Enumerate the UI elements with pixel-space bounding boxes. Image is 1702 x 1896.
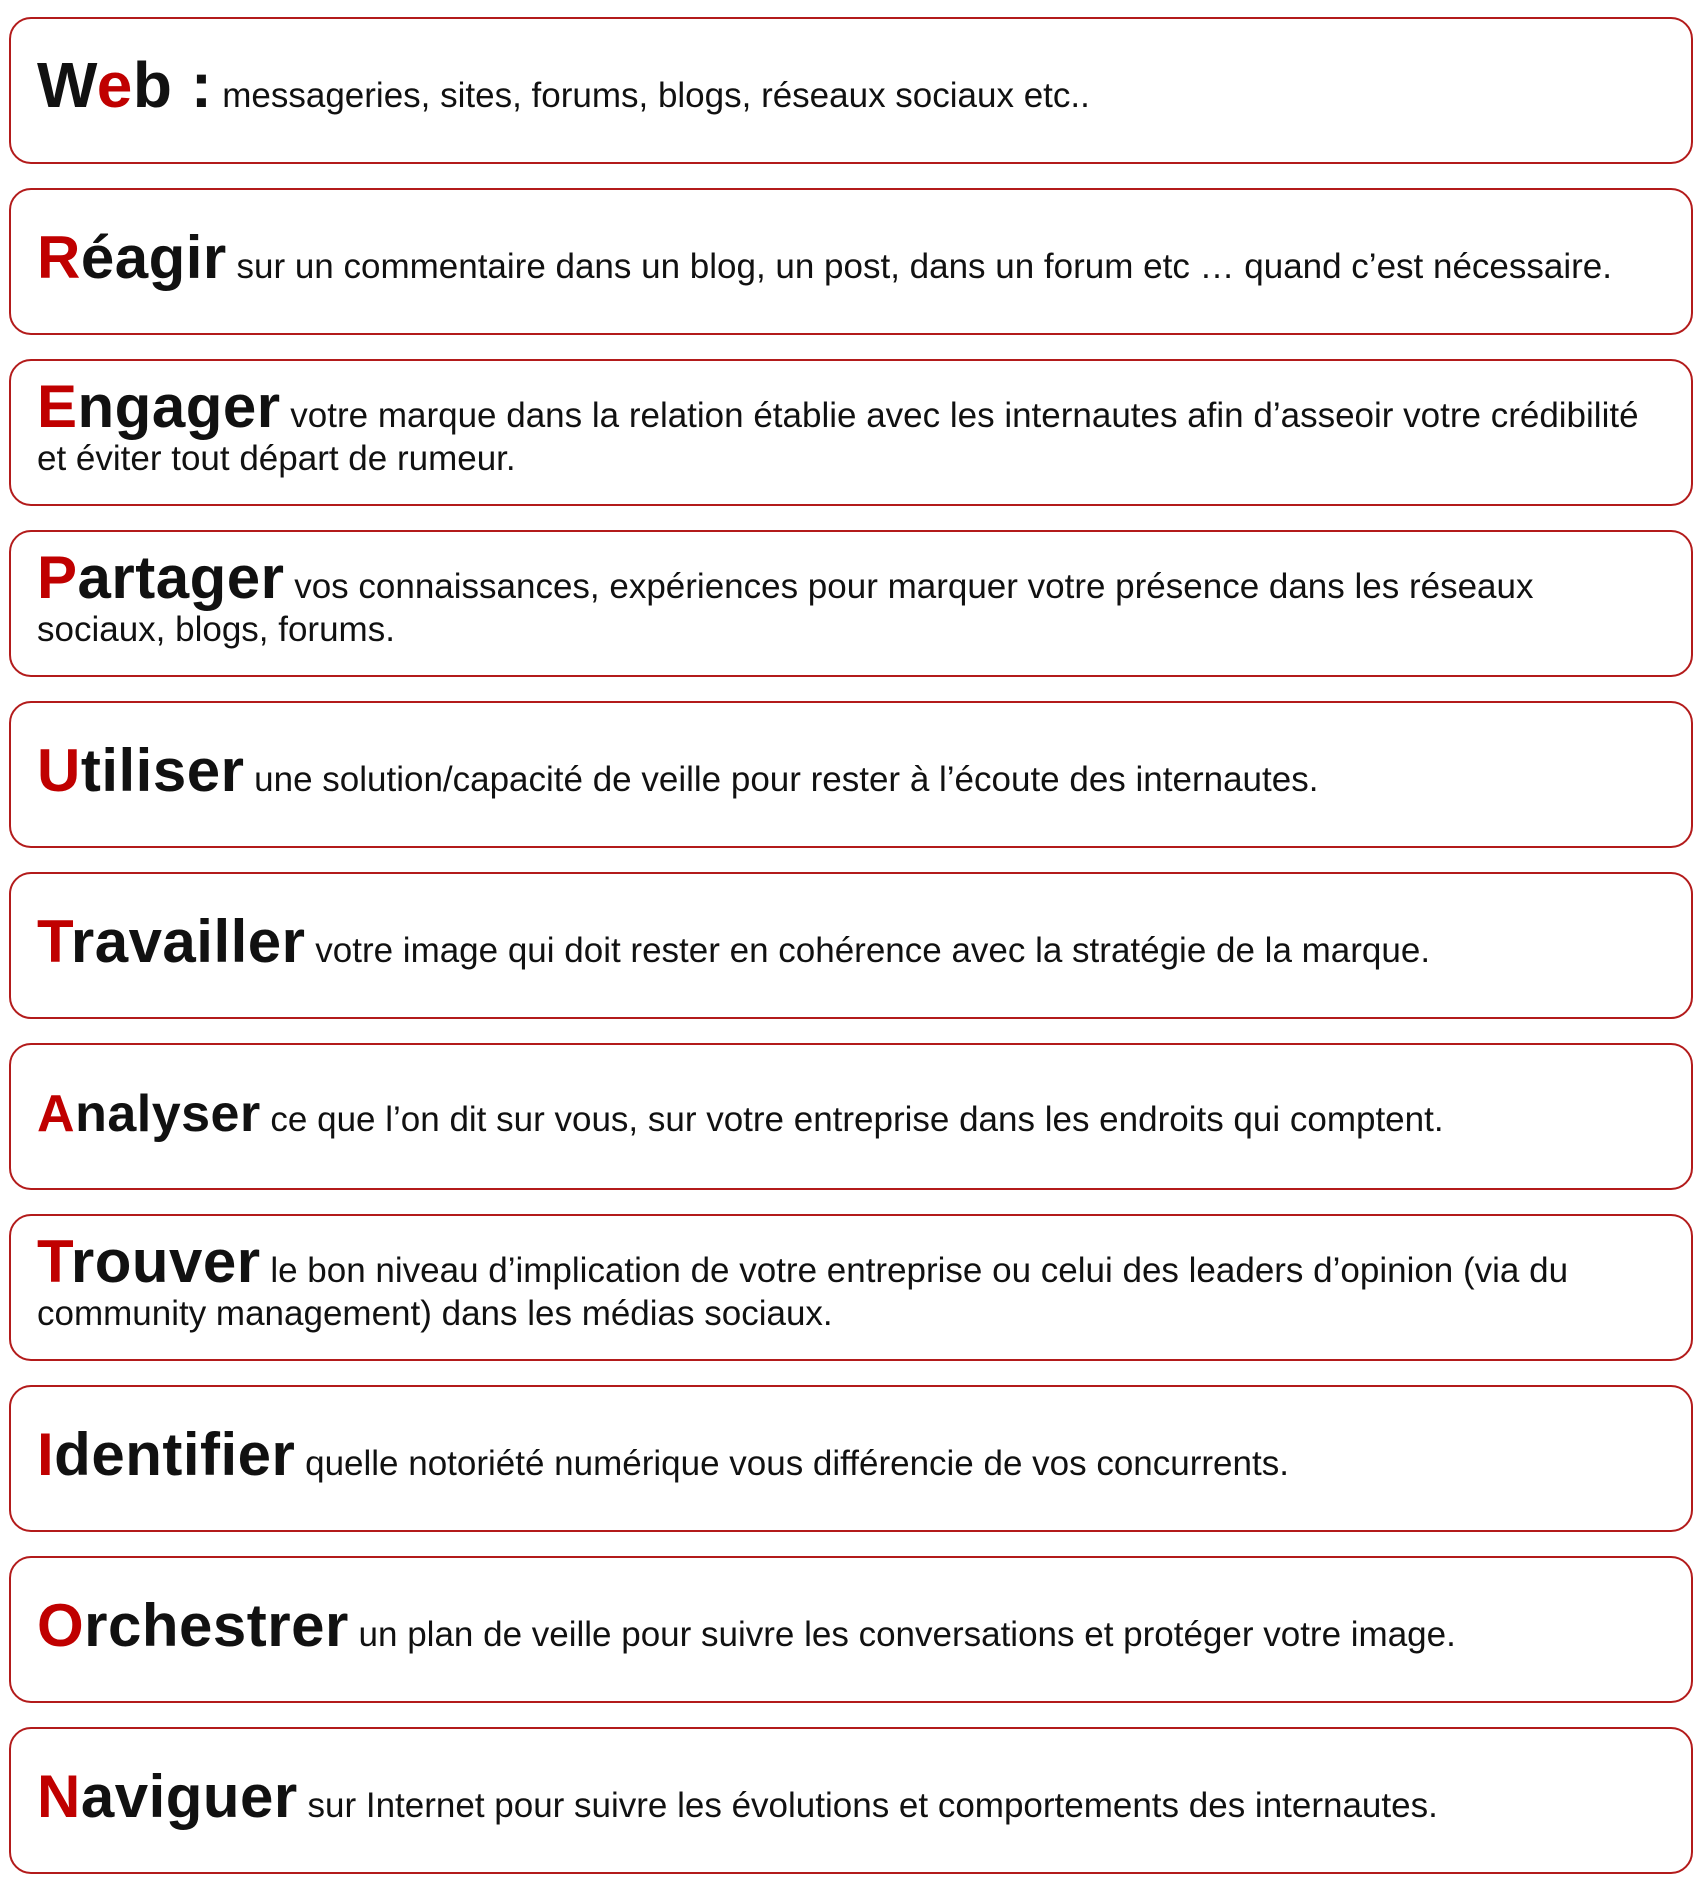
card-utiliser <box>9 701 1693 848</box>
keyword-red-letter: e <box>96 49 133 121</box>
card-text <box>37 223 1665 291</box>
card-description: ce que l’on dit sur vous, sur votre entreprise dans les endroits qui comptent. <box>260 1099 1444 1139</box>
keyword-rest: dentifier <box>54 1420 296 1488</box>
card-text <box>37 1228 1665 1335</box>
keyword <box>37 373 281 440</box>
card-description: un plan de veille pour suivre les conversations et protéger votre image. <box>348 1614 1456 1654</box>
card-description: quelle notoriété numérique vous différencie de vos concurrents. <box>295 1443 1289 1483</box>
card-analyser <box>9 1043 1693 1190</box>
card-trouver <box>9 1214 1693 1361</box>
keyword-rest: rouver <box>70 1228 261 1295</box>
card-naviguer <box>9 1727 1693 1874</box>
keyword-first-letter: R <box>37 223 81 291</box>
card-description: sur un commentaire dans un blog, un post, dans un forum etc … quand c’est nécessaire. <box>226 246 1612 286</box>
keyword-rest: rchestrer <box>84 1591 349 1659</box>
keyword <box>37 1763 298 1830</box>
keyword-first-letter: N <box>37 1762 81 1830</box>
card-description: une solution/capacité de veille pour rester à l’écoute des internautes. <box>244 759 1319 799</box>
card-identifier <box>9 1385 1693 1532</box>
keyword-first-letter: A <box>37 1084 76 1143</box>
keyword <box>37 1228 261 1295</box>
keyword-first-letter: E <box>37 373 78 440</box>
keyword-rest: éagir <box>80 223 227 291</box>
keyword-first-letter: O <box>37 1591 85 1659</box>
keyword-first-letter: T <box>37 1228 71 1295</box>
keyword-first-letter: W <box>37 49 97 121</box>
card-text <box>37 1591 1665 1659</box>
card-engager <box>9 359 1693 506</box>
card-description: messageries, sites, forums, blogs, réseaux sociaux etc.. <box>212 76 1090 115</box>
keyword <box>37 1592 349 1659</box>
card-text <box>37 1084 1665 1143</box>
keyword-rest: artager <box>77 544 285 611</box>
keyword <box>37 544 284 611</box>
keyword-rest: ravailler <box>70 907 306 975</box>
keyword <box>37 737 244 804</box>
card-description: le bon niveau d’implication de votre entreprise ou celui des leaders d’opinion (via du community management) dans les médias sociaux. <box>37 1251 1569 1333</box>
keyword-rest: nalyser <box>75 1084 261 1143</box>
keyword <box>37 49 213 121</box>
keyword-first-letter: T <box>37 907 71 975</box>
card-travailler <box>9 872 1693 1019</box>
keyword-rest: ngager <box>77 373 281 440</box>
card-orchestrer <box>9 1556 1693 1703</box>
card-text <box>37 907 1665 975</box>
card-text <box>37 49 1665 121</box>
keyword-first-letter: P <box>37 544 78 611</box>
card-text <box>37 373 1665 480</box>
keyword-rest: tiliser <box>80 736 245 804</box>
card-description: vos connaissances, expériences pour marquer votre présence dans les réseaux sociaux, blogs, forums. <box>37 567 1534 649</box>
card-description: votre marque dans la relation établie avec les internautes afin d’asseoir votre crédibilité et éviter tout départ de rumeur. <box>37 396 1639 478</box>
keyword-rest: b : <box>132 49 213 121</box>
card-text <box>37 1762 1665 1830</box>
keyword-first-letter: I <box>37 1420 55 1488</box>
keyword-rest: aviguer <box>80 1762 298 1830</box>
card-description: votre image qui doit rester en cohérence avec la stratégie de la marque. <box>305 930 1431 970</box>
keyword-first-letter: U <box>37 736 81 804</box>
keyword <box>37 1085 261 1143</box>
keyword <box>37 224 227 291</box>
keyword <box>37 1421 295 1488</box>
card-reagir <box>9 188 1693 335</box>
card-description: sur Internet pour suivre les évolutions et comportements des internautes. <box>297 1785 1438 1825</box>
card-text <box>37 736 1665 804</box>
keyword <box>37 908 306 975</box>
card-text <box>37 544 1665 651</box>
card-web <box>9 17 1693 164</box>
card-partager <box>9 530 1693 677</box>
card-text <box>37 1420 1665 1488</box>
